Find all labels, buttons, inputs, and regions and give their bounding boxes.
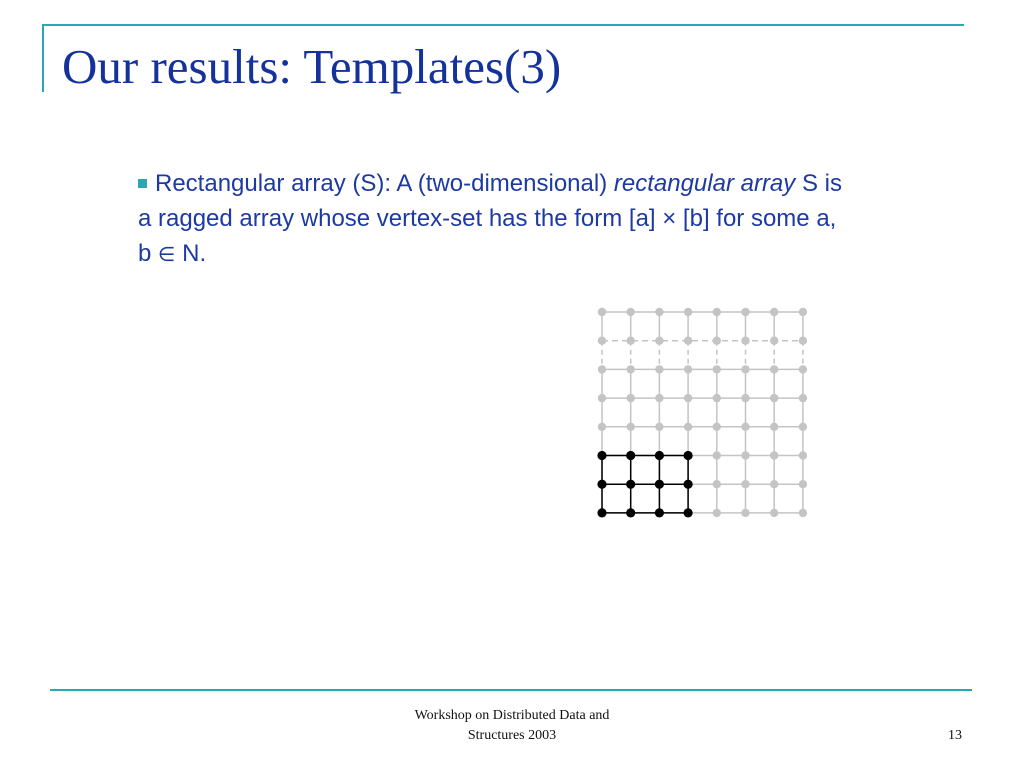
grid-node — [684, 308, 692, 316]
grid-node — [741, 423, 749, 431]
footer-line-1: Workshop on Distributed Data and — [414, 708, 610, 723]
grid-node — [627, 394, 635, 402]
page-number: 13 — [948, 728, 962, 743]
grid-node — [770, 394, 778, 402]
grid-node — [713, 308, 721, 316]
grid-node — [655, 394, 663, 402]
array-node — [684, 508, 693, 517]
grid-node — [598, 337, 606, 345]
grid-node — [770, 509, 778, 517]
grid-node — [741, 509, 749, 517]
grid-node — [655, 423, 663, 431]
grid-node — [770, 365, 778, 373]
square-bullet-icon — [138, 179, 147, 188]
grid-node — [713, 365, 721, 373]
bullet-prefix: Rectangular array (S): A (two-dimensional) — [155, 170, 614, 197]
bullet-text — [138, 166, 998, 272]
grid-node — [799, 423, 807, 431]
grid-node — [799, 365, 807, 373]
array-node — [684, 480, 693, 489]
array-node — [597, 480, 606, 489]
grid-node — [713, 337, 721, 345]
bottom-rule — [50, 689, 972, 691]
grid-node — [770, 337, 778, 345]
grid-node — [684, 423, 692, 431]
grid-node — [627, 365, 635, 373]
grid-node — [799, 308, 807, 316]
grid-node — [741, 451, 749, 459]
grid-node — [770, 308, 778, 316]
grid-node — [799, 509, 807, 517]
grid-node — [799, 480, 807, 488]
grid-node — [627, 308, 635, 316]
grid-node — [741, 480, 749, 488]
array-node — [626, 480, 635, 489]
bullet-emphasis: rectangular array — [613, 170, 796, 197]
grid-node — [713, 394, 721, 402]
grid-node — [598, 394, 606, 402]
array-node — [597, 508, 606, 517]
grid-node — [655, 308, 663, 316]
grid-node — [598, 423, 606, 431]
grid-node — [713, 509, 721, 517]
grid-node — [713, 423, 721, 431]
grid-node — [741, 337, 749, 345]
left-rule — [42, 24, 44, 92]
element-of-symbol: ∈ — [158, 242, 176, 266]
array-node — [655, 451, 664, 460]
grid-node — [799, 394, 807, 402]
grid-node — [713, 480, 721, 488]
grid-node — [770, 480, 778, 488]
grid-node — [799, 337, 807, 345]
array-node — [626, 451, 635, 460]
array-node — [626, 508, 635, 517]
bullet-suffix: S is — [795, 170, 842, 197]
grid-node — [741, 365, 749, 373]
bullet-line-3-start: b — [138, 240, 159, 267]
footer-text — [362, 706, 662, 746]
rectangular-array-diagram — [590, 300, 820, 525]
top-rule — [42, 24, 964, 26]
grid-node — [655, 337, 663, 345]
bullet-line-2: a ragged array whose vertex-set has the form [a] × [b] for some a, — [138, 205, 837, 232]
bullet-line-3-end: N. — [175, 240, 207, 267]
grid-node — [627, 337, 635, 345]
grid-node — [770, 423, 778, 431]
grid-node — [598, 365, 606, 373]
grid-node — [713, 451, 721, 459]
array-node — [655, 508, 664, 517]
grid-node — [627, 423, 635, 431]
grid-node — [799, 451, 807, 459]
grid-node — [598, 308, 606, 316]
grid-node — [741, 394, 749, 402]
grid-node — [684, 337, 692, 345]
array-node — [597, 451, 606, 460]
grid-node — [741, 308, 749, 316]
grid-node — [684, 394, 692, 402]
grid-node — [684, 365, 692, 373]
array-node — [684, 451, 693, 460]
slide-title: Our results: Templates(3) — [62, 39, 562, 94]
grid-node — [655, 365, 663, 373]
array-node — [655, 480, 664, 489]
footer-line-2: Structures 2003 — [467, 728, 557, 743]
grid-node — [770, 451, 778, 459]
